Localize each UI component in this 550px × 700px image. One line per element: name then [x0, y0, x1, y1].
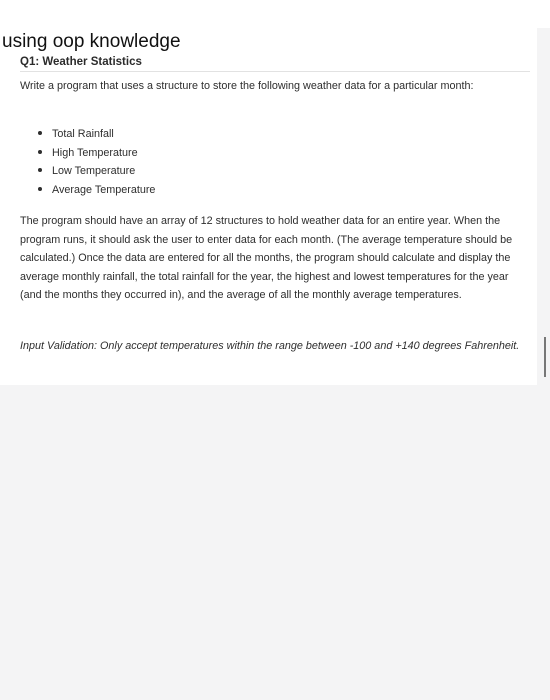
- data-field-list: [38, 125, 155, 199]
- bullet-icon: [38, 131, 42, 135]
- question-title: Q1: Weather Statistics: [20, 56, 142, 68]
- list-item: [38, 125, 155, 144]
- list-item: [38, 181, 155, 200]
- list-item-label: Total Rainfall: [52, 128, 114, 140]
- list-item: [38, 162, 155, 181]
- list-item: [38, 144, 155, 163]
- question-intro: Write a program that uses a structure to store the following weather data for a particular month:: [20, 80, 474, 92]
- page-heading: using oop knowledge: [2, 31, 181, 52]
- bullet-icon: [38, 187, 42, 191]
- bullet-icon: [38, 150, 42, 154]
- list-item-label: Average Temperature: [52, 183, 156, 196]
- bullet-icon: [38, 168, 42, 172]
- question-description: The program should have an array of 12 structures to hold weather data for an entire year. When the program runs, it should ask the user to enter data for each month. (The average temperature should be calculated.) Once the data are entered for all the months, the program should calculate and display the average monthly rainfall, the total rainfall for the year, the highest and lowest temperatures for the year (and the months they occurred in), and the average of all the monthly average temperatures.: [20, 215, 513, 301]
- title-divider: [20, 71, 530, 72]
- scrollbar-thumb[interactable]: [544, 337, 546, 377]
- list-item-label: High Temperature: [52, 146, 138, 159]
- top-strip: [0, 0, 550, 28]
- list-item-label: Low Temperature: [52, 165, 136, 177]
- input-validation-note: Input Validation: Only accept temperatures within the range between -100 and +140 degrees Fahrenheit.: [20, 340, 520, 352]
